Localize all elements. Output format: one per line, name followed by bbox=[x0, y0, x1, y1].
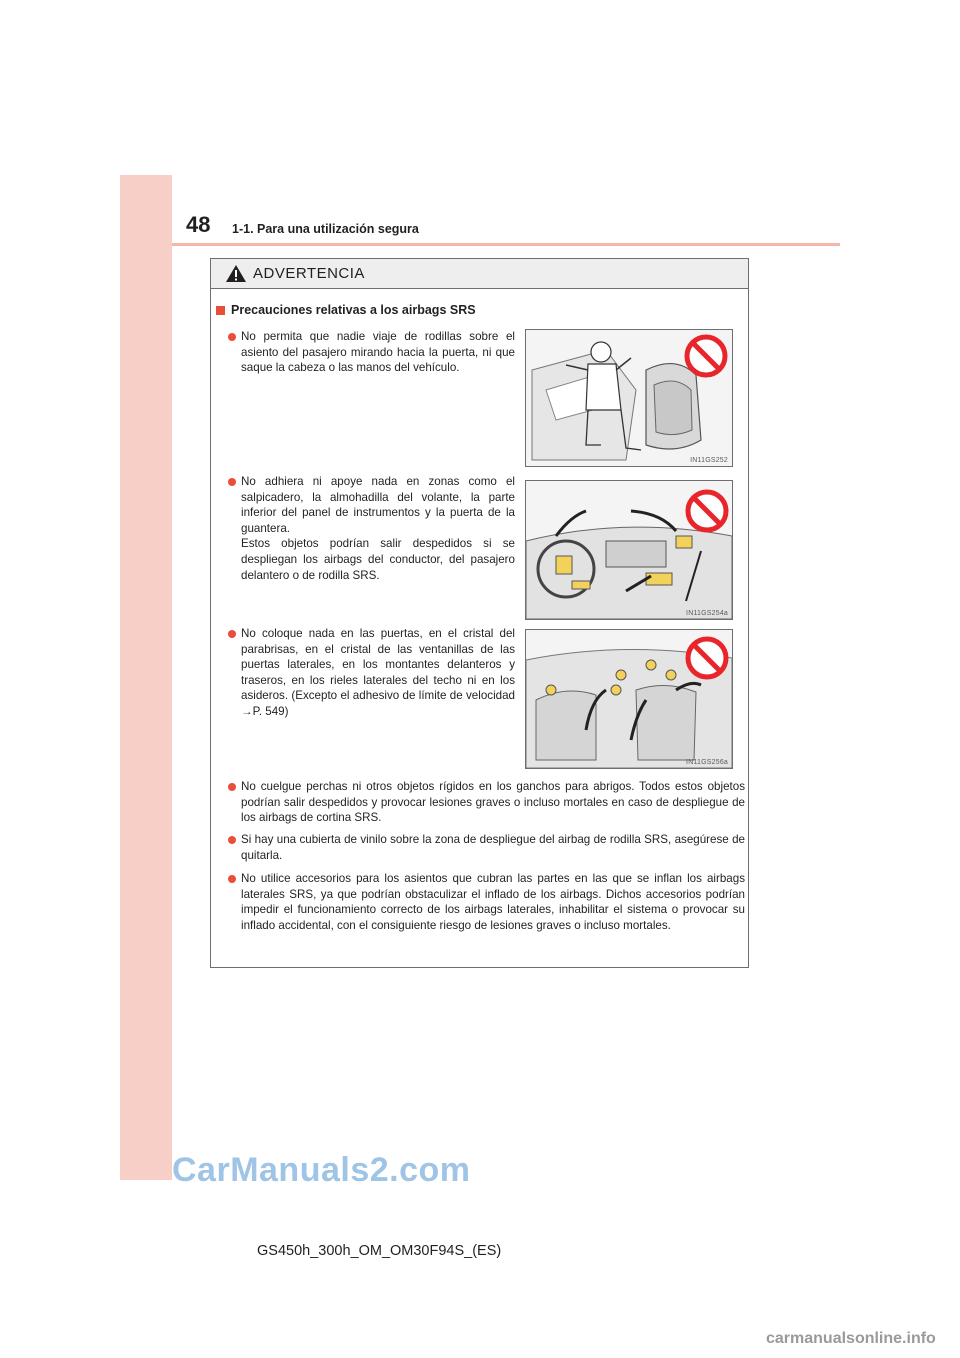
footer-model-code: GS450h_300h_OM_OM30F94S_(ES) bbox=[257, 1243, 502, 1259]
warning-title: ADVERTENCIA bbox=[253, 265, 365, 282]
bullet-icon bbox=[228, 783, 236, 791]
warning-item-text: No cuelgue perchas ni otros objetos rígidos en los ganchos para abrigos. Todos estos objetos podrían salir despedidos y provocar lesiones graves o incluso mortales en caso de despliegue de los airbags de cortina SRS. bbox=[241, 780, 745, 825]
header-rule bbox=[172, 243, 840, 246]
warning-subheading-text: Precauciones relativas a los airbags SRS bbox=[231, 303, 476, 317]
bullet-icon bbox=[228, 478, 236, 486]
illustration-dashboard-objects bbox=[525, 480, 733, 620]
warning-item-6 bbox=[227, 871, 745, 933]
illustration-code: IN11GS254a bbox=[686, 610, 728, 617]
warning-box bbox=[210, 258, 749, 968]
bullet-icon bbox=[228, 333, 236, 341]
warning-item-2 bbox=[227, 474, 515, 583]
warning-header bbox=[211, 259, 748, 289]
square-bullet-icon bbox=[216, 306, 225, 315]
section-title: 1-1. Para una utilización segura bbox=[232, 222, 419, 236]
illustration-code: IN11GS256a bbox=[686, 759, 728, 766]
warning-item-3 bbox=[227, 626, 515, 720]
illustration-cabin-objects bbox=[525, 629, 733, 769]
page-reference: →P. 549) bbox=[241, 704, 289, 718]
warning-item-text: No adhiera ni apoye nada en zonas como el salpicadero, la almohadilla del volante, la parte inferior del panel de instrumentos y la puerta de la guantera. bbox=[241, 475, 515, 535]
bullet-icon bbox=[228, 630, 236, 638]
warning-item-note: Estos objetos podrían salir despedidos si se despliegan los airbags del conductor, del pasajero delantero o de rodilla SRS. bbox=[241, 537, 515, 582]
warning-item-text: No permita que nadie viaje de rodillas sobre el asiento del pasajero mirando hacia la puerta, ni que saque la cabeza o las manos del vehículo. bbox=[241, 330, 515, 375]
warning-item-4 bbox=[227, 779, 745, 826]
bullet-icon bbox=[228, 836, 236, 844]
warning-item-text: No utilice accesorios para los asientos que cubran las partes en las que se inflan los airbags laterales SRS, ya que podrían obstaculizar el inflado de los airbags. Dichos accesorios podrían impedir el funcionamiento correcto de los airbags laterales, inhabilitar el sistema o provocar su inflado accidental, con el consiguiente riesgo de lesiones graves o incluso mortales. bbox=[241, 872, 745, 932]
bullet-icon bbox=[228, 875, 236, 883]
page-number: 48 bbox=[186, 212, 211, 237]
illustration-passenger-kneeling bbox=[525, 329, 733, 467]
warning-subheading bbox=[216, 303, 476, 317]
watermark: CarManuals2.com bbox=[172, 1151, 471, 1189]
illustration-code: IN11GS252 bbox=[690, 457, 728, 464]
warning-item-text: Si hay una cubierta de vinilo sobre la zona de despliegue del airbag de rodilla SRS, asegúrese de quitarla. bbox=[241, 833, 745, 862]
site-watermark: carmanualsonline.info bbox=[766, 1330, 936, 1347]
warning-triangle-icon bbox=[225, 264, 247, 283]
warning-item-1 bbox=[227, 329, 515, 376]
side-tab-band bbox=[120, 175, 172, 1180]
warning-item-text: No coloque nada en las puertas, en el cristal del parabrisas, en el cristal de las ventanillas de las puertas laterales, en los montantes delanteros y traseros, en los rieles laterales del techo ni en los asideros. (Excepto el adhesivo de límite de velocidad →P. 549) bbox=[241, 627, 515, 718]
warning-item-5 bbox=[227, 832, 745, 863]
